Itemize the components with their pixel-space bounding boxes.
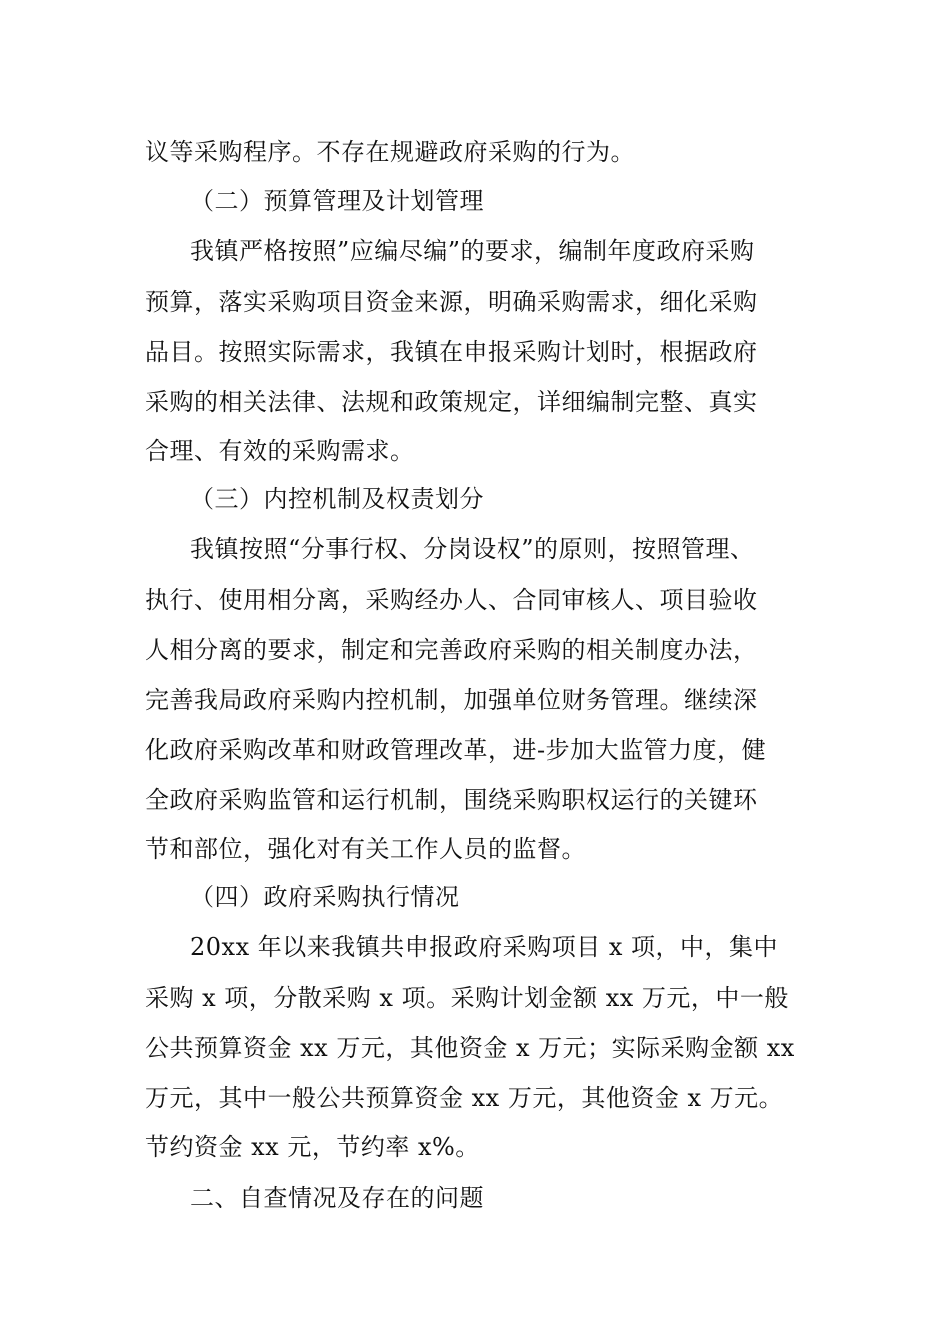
paragraph-line: 我镇严格按照”应编尽编”的要求，编制年度政府采购 [190,237,755,265]
paragraph-line: 人相分离的要求，制定和完善政府采购的相关制度办法， [145,636,758,664]
section-heading-internal-control: （三）内控机制及权责划分 [190,485,484,513]
paragraph-line: 万元，其中一般公共预算资金 xx 万元，其他资金 x 万元。 [145,1084,784,1112]
paragraph-line: 完善我局政府采购内控机制，加强单位财务管理。继续深 [145,686,758,714]
paragraph-line: 执行、使用相分离，采购经办人、合同审核人、项目验收 [145,586,758,614]
paragraph-line: 节和部位，强化对有关工作人员的监督。 [145,835,586,863]
section-heading-execution: （四）政府采购执行情况 [190,883,460,911]
paragraph-line: 全政府采购监管和运行机制，围绕采购职权运行的关键环 [145,786,758,814]
paragraph-line: 议等采购程序。不存在规避政府采购的行为。 [145,138,635,166]
section-heading-budget: （二）预算管理及计划管理 [190,187,484,215]
paragraph-line: 20xx 年以来我镇共申报政府采购项目 x 项，中，集中 [190,933,779,961]
paragraph-line: 采购的相关法律、法规和政策规定，详细编制完整、真实 [145,388,758,416]
paragraph-line: 公共预算资金 xx 万元，其他资金 x 万元；实际采购金额 xx [145,1034,795,1062]
paragraph-line: 化政府采购改革和财政管理改革，进-步加大监管力度，健 [145,736,767,764]
paragraph-line: 预算，落实采购项目资金来源，明确采购需求，细化采购 [145,288,758,316]
paragraph-line: 节约资金 xx 元，节约率 x%。 [145,1133,480,1161]
paragraph-line: 品目。按照实际需求，我镇在申报采购计划时，根据政府 [145,338,758,366]
paragraph-line: 合理、有效的采购需求。 [145,437,415,465]
paragraph-line: 我镇按照“分事行权、分岗设权”的原则，按照管理、 [190,535,755,563]
paragraph-line: 采购 x 项，分散采购 x 项。采购计划金额 xx 万元，中一般 [145,984,789,1012]
section-heading-self-inspection: 二、自查情况及存在的问题 [190,1184,484,1212]
